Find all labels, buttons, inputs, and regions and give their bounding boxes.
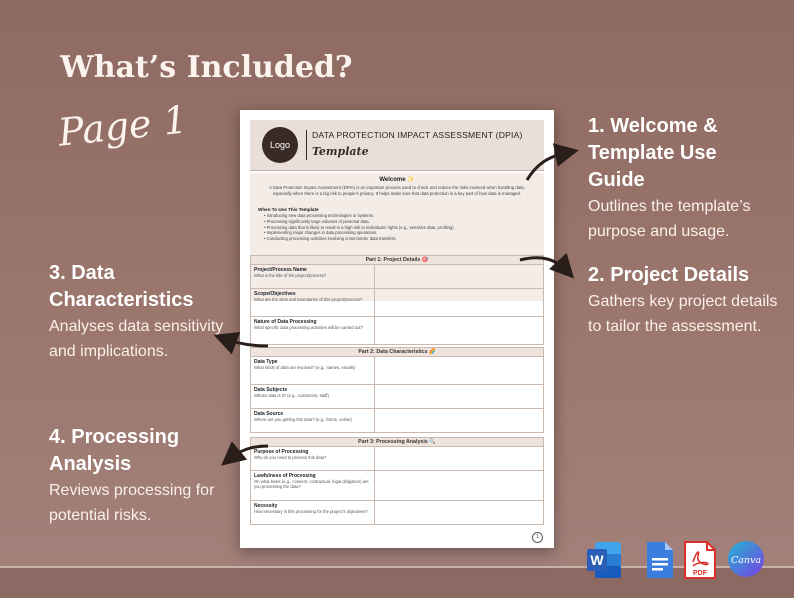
field-name: Scope/Objectives	[254, 291, 296, 297]
field-name: Purpose of Processing	[254, 449, 309, 455]
page-label: Page 1	[56, 97, 190, 155]
list-item: • Implementing major changes in data processing operations.	[264, 230, 455, 236]
field-name: Lawfulness of Processing	[254, 473, 316, 479]
field-name: Project/Process Name	[254, 267, 307, 273]
field-name: Nature of Data Processing	[254, 319, 317, 325]
list-item: • Processing significantly large volumes of personal data.	[264, 219, 455, 225]
field-hint: What specific data processing activities will be carried out?	[254, 325, 363, 330]
arrow-to-welcome	[527, 152, 570, 180]
field-name: Data Type	[254, 359, 278, 365]
list-item: • Conducting processing activities involving cross-border data transfers.	[264, 236, 455, 242]
feature-description: Analyses data sensitivity and implications.	[49, 318, 224, 360]
feature-title: 2. Project Details	[588, 264, 750, 286]
field-name: Necessity	[254, 503, 278, 509]
word-letter: W	[590, 552, 604, 568]
page-number: 1	[532, 532, 543, 543]
word-icon	[585, 540, 623, 580]
feature-title: 1. Welcome & Template Use Guide	[588, 115, 718, 191]
field-hint: How necessary is this processing for the project’s objectives?	[254, 509, 368, 514]
document-title: DATA PROTECTION IMPACT ASSESSMENT (DPIA)	[312, 130, 523, 140]
list-item: • Processing data that is likely to result in a high risk to individuals’ rights (e.g., sensitive data, profiling).	[264, 225, 455, 231]
section-heading: Part 3: Processing Analysis 🔍	[250, 437, 544, 447]
section-heading: Part 2: Data Characteristics 🌈	[250, 347, 544, 357]
headline: What’s Included?	[60, 50, 353, 85]
when-to-use-title: When To Use This Template	[258, 207, 319, 212]
field-hint: On what basis (e.g., consent, contractual, legal obligation) are you processing the data?	[254, 479, 369, 489]
field-hint: What are the aims and boundaries of this project/process?	[254, 297, 363, 302]
field-name: Data Subjects	[254, 387, 288, 393]
canva-label: Canva	[730, 554, 762, 566]
feature-description: Reviews processing for potential risks.	[49, 482, 215, 524]
feature-title: 4. Processing Analysis	[49, 426, 180, 475]
field-hint: What is the title of the project/process?	[254, 273, 327, 278]
field-hint: Where are you getting this data? (e.g., forms, online)	[254, 417, 352, 422]
field-name: Data Source	[254, 411, 284, 417]
field-hint: What kinds of data are involved? (e.g., names, emails)	[254, 365, 356, 370]
logo-placeholder: Logo	[262, 127, 298, 163]
welcome-body: A Data Protection Impact Assessment (DPIA) is an important process used to check and reduce the risks involved when handling data, especially when there is a big risk to people’s privacy. It helps make sure that data protection is a key part of how data is managed.	[269, 185, 525, 196]
google-docs-icon	[641, 540, 679, 580]
arrow-to-data-characteristics	[222, 338, 268, 346]
pdf-label: PDF	[693, 570, 707, 577]
arrow-to-project-details	[520, 258, 568, 272]
feature-description: Outlines the template’s purpose and usage.	[588, 198, 751, 240]
welcome-title: Welcome ✨	[379, 177, 415, 183]
arrow-to-processing-analysis	[228, 446, 268, 460]
pdf-icon	[681, 540, 719, 580]
canva-icon	[727, 539, 765, 579]
field-hint: Why do you need to process this data?	[254, 455, 327, 460]
field-hint: Whose data is it? (e.g., customers, staff)	[254, 393, 329, 398]
document-subtitle: Template	[312, 145, 369, 158]
feature-description: Gathers key project details to tailor the assessment.	[588, 293, 778, 335]
feature-title: 3. Data Characteristics	[49, 262, 194, 311]
section-heading: Part 1: Project Details 🎯	[250, 255, 544, 265]
list-item: • Introducing new data processing technologies or systems.	[264, 213, 455, 219]
